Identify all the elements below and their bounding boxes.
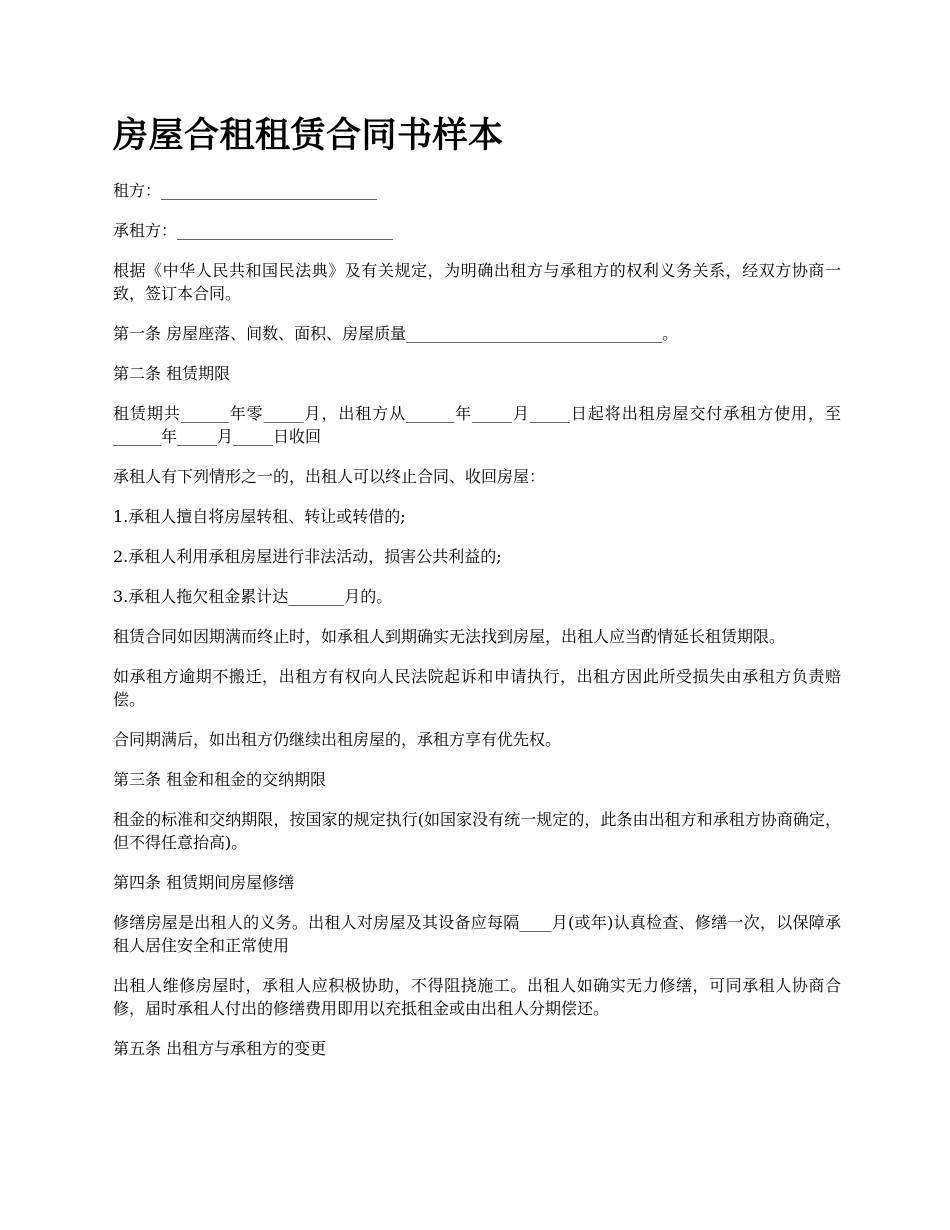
overdue-moving-paragraph: 如承租方逾期不搬迁，出租方有权向人民法院起诉和申请执行，出租方因此所受损失由承租方负责赔偿。	[113, 667, 841, 709]
document-title: 房屋合租租赁合同书样本	[113, 115, 504, 156]
article-4-heading: 第四条 租赁期间房屋修缮	[113, 873, 295, 892]
article-2-heading: 第二条 租赁期限	[113, 364, 231, 383]
lease-term-paragraph: 租赁期共______年零_____月，出租方从______年_____月_____日起将出租房屋交付承租方使用，至______年_____月_____日收回	[113, 404, 841, 446]
lessor-field: 租方：___________________________	[113, 181, 378, 200]
termination-item-3: 3.承租人拖欠租金累计达_______月的。	[113, 587, 393, 606]
article-5-heading: 第五条 出租方与承租方的变更	[113, 1039, 327, 1058]
article-3-heading: 第三条 租金和租金的交纳期限	[113, 770, 327, 789]
rent-payment-paragraph: 租金的标准和交纳期限，按国家的规定执行(如国家没有统一规定的，此条由出租方和承租方协商确定，但不得任意抬高)。	[113, 810, 841, 852]
repair-cooperation-paragraph: 出租人维修房屋时，承租人应积极协助，不得阻挠施工。出租人如确实无力修缮，可同承租人协商合修，届时承租人付出的修缮费用即用以充抵租金或由出租人分期偿还。	[113, 976, 841, 1018]
preamble-paragraph: 根据《中华人民共和国民法典》及有关规定，为明确出租方与承租方的权利义务关系，经双方协商一致，签订本合同。	[113, 261, 841, 303]
document-body	[113, 179, 841, 1077]
lease-extension-paragraph: 租赁合同如因期满而终止时，如承租人到期确实无法找到房屋，出租人应当酌情延长租赁期限。	[113, 627, 786, 646]
priority-right-paragraph: 合同期满后，如出租方仍继续出租房屋的，承租方享有优先权。	[113, 730, 562, 749]
termination-item-2: 2.承租人利用承租房屋进行非法活动，损害公共利益的;	[113, 547, 502, 566]
termination-intro-paragraph: 承租人有下列情形之一的，出租人可以终止合同、收回房屋：	[113, 467, 546, 486]
termination-item-1: 1.承租人擅自将房屋转租、转让或转借的;	[113, 507, 406, 526]
article-1: 第一条 房屋座落、间数、面积、房屋质量________________________________。	[113, 324, 679, 343]
lessee-field: 承租方：___________________________	[113, 221, 394, 240]
repair-duty-paragraph: 修缮房屋是出租人的义务。出租人对房屋及其设备应每隔____月(或年)认真检查、修缮一次，以保障承租人居住安全和正常使用	[113, 913, 841, 955]
